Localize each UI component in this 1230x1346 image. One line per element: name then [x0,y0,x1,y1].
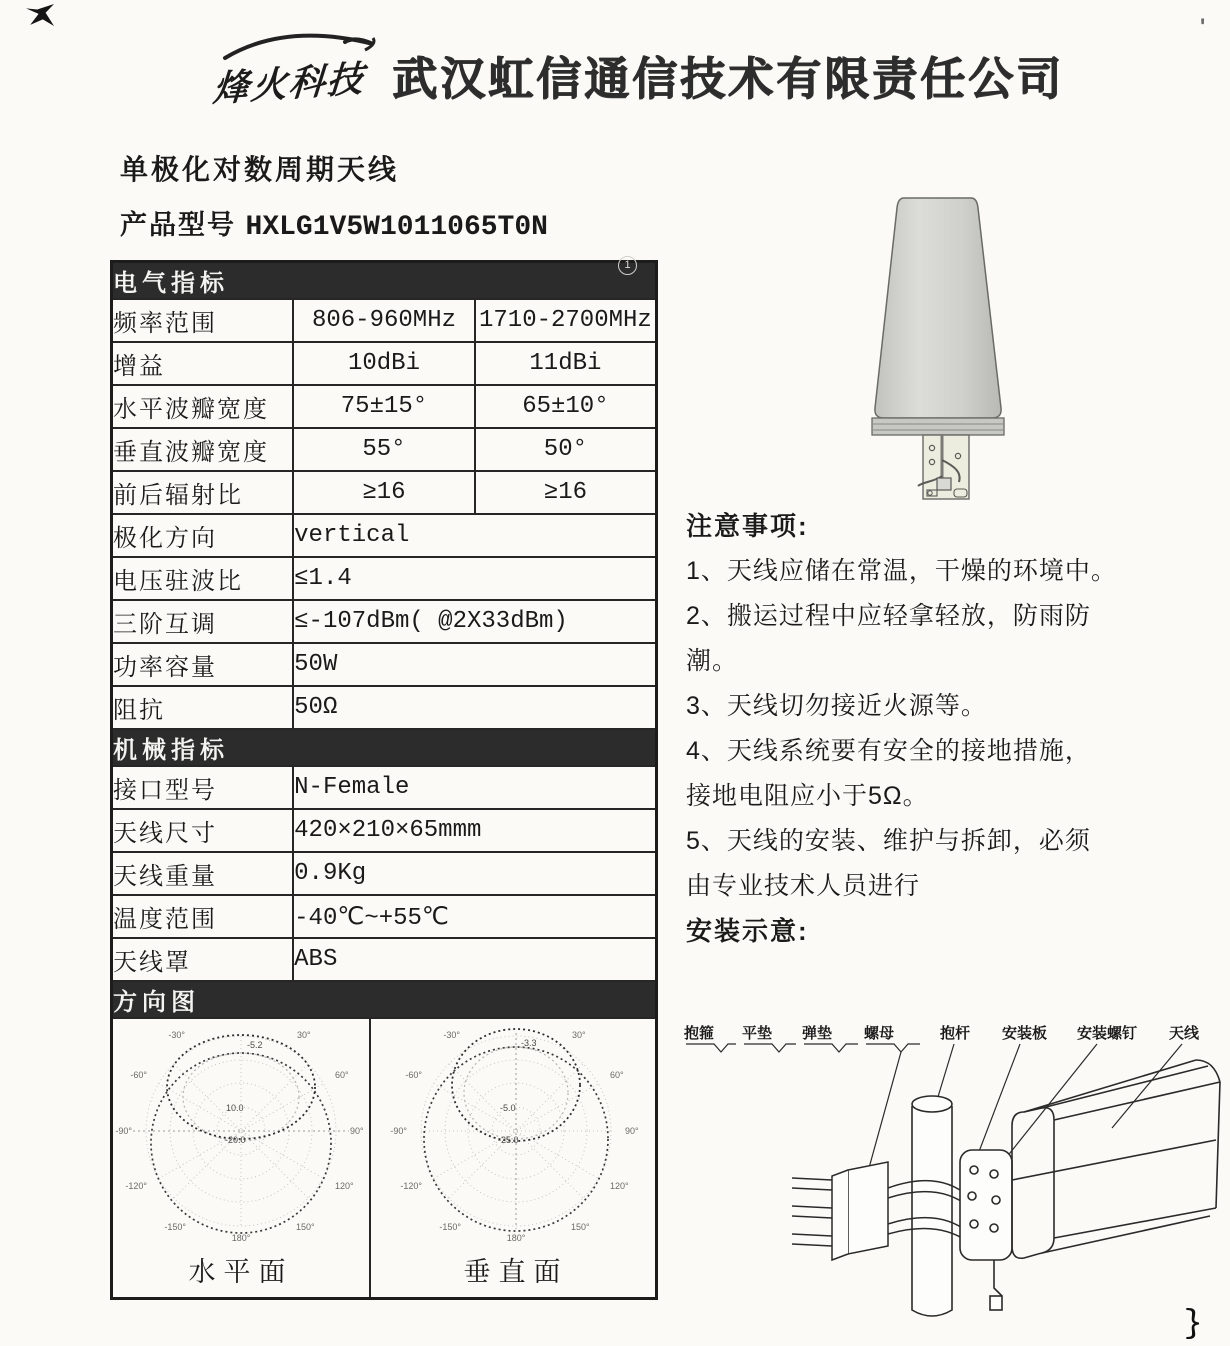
svg-text:螺母: 螺母 [864,1025,895,1042]
notes-heading: 注意事项: [686,511,809,541]
polar-plot-horizontal-chart [113,1019,369,1253]
antenna-body [1012,1060,1220,1258]
product-model-line [120,203,548,243]
svg-text:-90°: -90° [390,1126,407,1136]
spec-table [110,260,658,1300]
svg-text:60°: 60° [610,1070,624,1080]
company-logo [205,28,390,112]
svg-text:120°: 120° [335,1181,354,1191]
logo-text: 烽火科技 [211,57,367,110]
svg-text:90°: 90° [625,1126,639,1136]
model-value: HXLG1V5W1011065T0N [245,212,548,243]
section-header-pattern: 方向图 [112,981,657,1018]
svg-text:抱箍: 抱箍 [684,1025,715,1042]
svg-text:平垫: 平垫 [742,1025,773,1042]
company-name: 武汉虹信通信技术有限责任公司 [392,53,1065,104]
note-line: 2、搬运过程中应轻拿轻放，防雨防 [686,602,1091,630]
pattern-plots-row [112,1018,657,1299]
svg-text:-20.0: -20.0 [225,1135,246,1145]
table-row: 水平波瓣宽度 75±15° 65±10° [112,385,657,428]
table-row: 三阶互调 ≤-107dBm( @2X33dBm) [112,600,657,643]
svg-text:-30°: -30° [168,1030,185,1040]
section-header-mechanical: 机械指标 [112,729,657,766]
svg-text:-60°: -60° [130,1070,147,1080]
table-row: 天线尺寸 420×210×65mmm [112,809,657,852]
scan-artifact-circled-mark: 1 [618,256,637,275]
table-row: 电压驻波比 ≤1.4 [112,557,657,600]
antenna-product-image [838,190,1038,502]
note-line: 潮。 [686,647,739,675]
table-row: 前后辐射比 ≥16 ≥16 [112,471,657,514]
svg-text:150°: 150° [296,1222,315,1232]
svg-text:抱杆: 抱杆 [940,1025,971,1042]
table-row: 阻抗 50Ω [112,686,657,729]
scan-artifact-brace: ｝ [1186,1309,1216,1342]
table-row: 温度范围 -40℃~+55℃ [112,895,657,938]
note-line: 由专业技术人员进行 [686,872,921,900]
svg-text:安装螺钉: 安装螺钉 [1077,1025,1138,1042]
svg-text:-25.0: -25.0 [498,1135,519,1145]
note-line: 4、天线系统要有安全的接地措施， [686,737,1091,765]
table-row: 天线罩 ABS [112,938,657,981]
installation-diagram [672,1020,1230,1340]
scan-artifact-tick: ' [1200,14,1206,39]
vertical-plane-caption: 垂直面 [463,1257,569,1287]
svg-text:-5.2: -5.2 [247,1040,263,1050]
note-line: 3、天线切勿接近火源等。 [686,692,987,720]
polar-plot-vertical [371,1019,661,1297]
section-header-electrical: 电气指标 [112,262,657,300]
scan-artifact-blob [26,4,54,26]
svg-text:150°: 150° [571,1222,590,1232]
table-row: 接口型号 N-Female [112,766,657,809]
table-row: 极化方向 vertical [112,514,657,557]
table-row: 频率范围 806-960MHz 1710-2700MHz [112,299,657,342]
svg-text:-150°: -150° [164,1222,186,1232]
notes-section [686,504,1161,954]
table-row: 增益 10dBi 11dBi [112,342,657,385]
svg-text:-60°: -60° [405,1070,422,1080]
svg-text:-5.0: -5.0 [500,1103,516,1113]
svg-text:-120°: -120° [400,1181,422,1191]
product-title: 单极化对数周期天线 [120,154,400,185]
svg-text:90°: 90° [350,1126,364,1136]
svg-text:-30°: -30° [443,1030,460,1040]
svg-text:安装板: 安装板 [1002,1025,1048,1042]
svg-text:弹垫: 弹垫 [802,1025,833,1042]
model-label: 产品型号 [120,210,236,240]
note-line: 接地电阻应小于5Ω。 [686,782,929,810]
polar-plot-vertical-chart [371,1019,661,1253]
note-line: 5、天线的安装、维护与拆卸，必须 [686,827,1091,855]
svg-text:-120°: -120° [125,1181,147,1191]
svg-text:天线: 天线 [1169,1025,1200,1042]
install-heading: 安装示意: [686,916,809,946]
svg-text:-150°: -150° [439,1222,461,1232]
pole [912,1096,952,1316]
table-row: 垂直波瓣宽度 55° 50° [112,428,657,471]
svg-text:-90°: -90° [115,1126,132,1136]
svg-text:180°: 180° [506,1233,526,1243]
svg-text:180°: 180° [231,1233,251,1243]
note-line: 1、天线应储在常温，干燥的环境中。 [686,557,1117,585]
svg-text:30°: 30° [297,1030,311,1040]
table-row: 功率容量 50W [112,643,657,686]
svg-text:10.0: 10.0 [226,1103,244,1113]
polar-plot-horizontal [113,1019,371,1297]
horizontal-plane-caption: 水平面 [188,1257,294,1287]
svg-text:30°: 30° [572,1030,586,1040]
svg-text:-3.3: -3.3 [521,1038,537,1048]
svg-text:120°: 120° [610,1181,629,1191]
mounting-plate [960,1150,1012,1310]
table-row: 天线重量 0.9Kg [112,852,657,895]
svg-text:60°: 60° [335,1070,349,1080]
